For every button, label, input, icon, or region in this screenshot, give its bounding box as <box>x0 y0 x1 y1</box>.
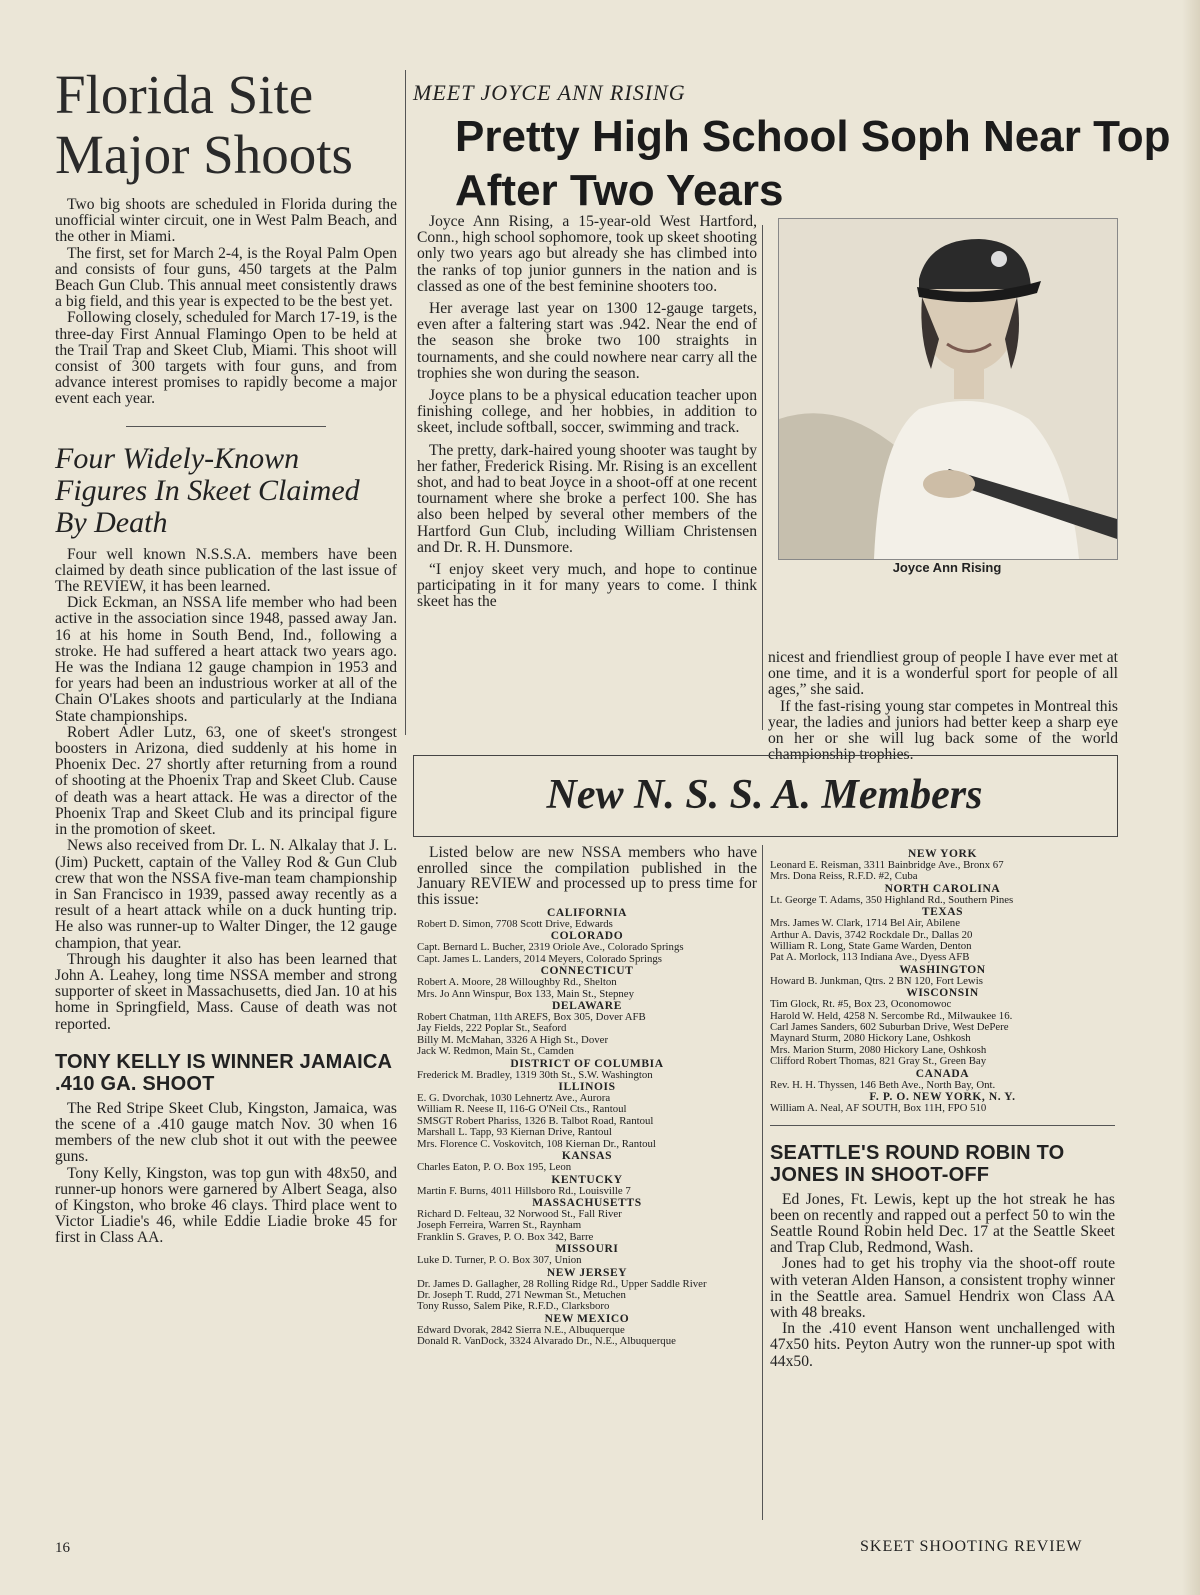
joyce-continued <box>768 650 1118 763</box>
state-heading: WASHINGTON <box>899 963 986 976</box>
members-column-2 <box>770 848 1115 1370</box>
page-number: 16 <box>55 1540 70 1556</box>
member-entry: Frederick M. Bradley, 1319 30th St., S.W. Washington <box>417 1068 653 1081</box>
death-paragraph: Four well known N.S.S.A. members have been claimed by death since publication of the last issue of The REVIEW, it has been learned. <box>55 545 397 596</box>
member-entry: Robert Chatman, 11th AREFS, Box 305, Dover AFB <box>417 1011 646 1024</box>
state-heading: NEW YORK <box>907 848 978 860</box>
joyce-paragraph: “I enjoy skeet very much, and hope to continue participating in it for many years to come. I think skeet has the <box>417 561 757 611</box>
state-heading: CONNECTICUT <box>540 965 634 978</box>
member-entry: Maynard Sturm, 2080 Hickory Lane, Oshkosh <box>770 1032 971 1045</box>
joyce-continued-paragraph: nicest and friendliest group of people I have ever met at one time, and it is a wonderful sport for people of all ages,” she said. <box>768 649 1118 699</box>
kelly-article <box>55 1101 397 1247</box>
joyce-paragraph: The pretty, dark-haired young shooter was taught by her father, Frederick Rising. Mr. Rising is an excellent shot, and had to beat Joyce in a shoot-off at one recent tournament where she broke a perfect 100. She has also been helped by several other members of the Hartford Gun Club, including William Christensen and Dr. R. H. Dunsmore. <box>417 441 757 556</box>
member-entry: Jack W. Redmon, Main St., Camden <box>417 1045 574 1058</box>
member-entry: Martin F. Burns, 4011 Hillsboro Rd., Louisville 7 <box>417 1184 631 1197</box>
seattle-paragraph: In the .410 event Hanson went unchallenged with 47x50 hits. Peyton Autry won the runner-up spot with 44x50. <box>770 1320 1115 1370</box>
member-entry: Arthur A. Davis, 3742 Rockdale Dr., Dallas 20 <box>770 928 973 941</box>
member-entry: Mrs. Jo Ann Winspur, Box 133, Main St., Stepney <box>417 987 634 1000</box>
member-entry: Edward Dvorak, 2842 Sierra N.E., Albuquerque <box>417 1323 625 1336</box>
member-entry: Franklin S. Graves, P. O. Box 342, Barre <box>417 1230 594 1243</box>
seattle-headline: SEATTLE'S ROUND ROBIN TO JONES IN SHOOT-OFF <box>770 1141 1065 1186</box>
member-entry: Billy M. McMahan, 3326 A High St., Dover <box>417 1033 609 1046</box>
member-entry: Mrs. Marion Sturm, 2080 Hickory Lane, Oshkosh <box>770 1043 987 1056</box>
member-entry: Richard D. Felteau, 32 Norwood St., Fall River <box>417 1207 622 1220</box>
state-heading: NORTH CAROLINA <box>884 882 1001 895</box>
state-heading: CALIFORNIA <box>546 907 628 919</box>
member-entry: Harold W. Held, 4258 N. Sercombe Rd., Milwaukee 16. <box>770 1009 1013 1022</box>
page-edge <box>1182 0 1200 1595</box>
left-column <box>55 65 397 1247</box>
kelly-paragraph: Tony Kelly, Kingston, was top gun with 48x50, and runner-up honors were garnered by Albert Seaga, also of Kingston, who broke 46 clays. Third place went to Victor Liadie's 46, while Eddie Liadie broke 45 for first in Class AA. <box>55 1164 397 1247</box>
joyce-article <box>417 214 757 611</box>
kelly-paragraph: The Red Stripe Skeet Club, Kingston, Jamaica, was the scene of a .410 gauge match Nov. 30 when 16 members of the new club shot it out with the peewee guns. <box>55 1099 397 1166</box>
publication-name: SKEET SHOOTING REVIEW <box>860 1538 1083 1555</box>
member-entry: Carl James Sanders, 602 Suburban Drive, West DePere <box>770 1021 1009 1034</box>
member-entry: Tony Russo, Salem Pike, R.F.D., Clarksboro <box>417 1300 610 1313</box>
state-heading: WISCONSIN <box>906 987 979 1000</box>
florida-article <box>55 197 397 408</box>
member-entry: E. G. Dvorchak, 1030 Lehnertz Ave., Aurora <box>417 1092 611 1105</box>
section-divider <box>126 426 326 427</box>
state-heading: KANSAS <box>561 1150 613 1163</box>
florida-paragraph: Following closely, scheduled for March 17-19, is the three-day First Annual Flamingo Open to be held at the Trail Trap and Skeet Club, Miami. This shoot will consist of 300 targets with four guns, and from advance interest promises to rapidly become a major event each year. <box>55 309 397 408</box>
member-entry: SMSGT Robert Phariss, 1326 B. Talbot Road, Rantoul <box>417 1114 654 1127</box>
state-heading: DISTRICT OF COLUMBIA <box>510 1057 664 1070</box>
member-entry: Dr. Joseph T. Rudd, 271 Newman St., Metuchen <box>417 1288 626 1301</box>
member-entry: Pat A. Morlock, 113 Indiana Ave., Dyess AFB <box>770 951 970 964</box>
joyce-portrait-image <box>779 219 1117 559</box>
florida-paragraph: The first, set for March 2-4, is the Royal Palm Open and consists of four guns, 450 targets at the Palm Beach Gun Club. This annual meet consistently draws a big field, and this year is expected to be the best yet. <box>55 244 397 311</box>
member-entry: Mrs. James W. Clark, 1714 Bel Air, Abilene <box>770 917 960 930</box>
seattle-paragraph: Jones had to get his trophy via the shoot-off route with veteran Alden Hanson, a consistent trophy winner in the Seattle area. Samuel Hendrix won Class AA with 48 breaks. <box>770 1255 1115 1321</box>
state-heading: ILLINOIS <box>558 1081 616 1094</box>
members-column-1 <box>417 845 757 1348</box>
joyce-paragraph: Joyce Ann Rising, a 15-year-old West Hartford, Conn., high school sophomore, took up skeet shooting only two years ago but already she has climbed into the ranks of top junior gunners in the nation and is classed as one of the best feminine shooters too. <box>417 213 757 295</box>
joyce-continued-paragraph: If the fast-rising young star competes in Montreal this year, the ladies and juniors had better keep a sharp eye on her or she will lug back some of the world championship trophies. <box>768 697 1118 764</box>
section-divider <box>770 1125 1115 1126</box>
death-paragraph: Robert Adler Lutz, 63, one of skeet's strongest boosters in Arizona, died suddenly at his home in Phoenix Dec. 27 shortly after returning from a round of shooting at the Phoenix Trap and Skeet Club. Cause of death was a heart attack. He was a director of the Phoenix Trap and Skeet Club and its principal figure in the promotion of skeet. <box>55 723 397 839</box>
death-headline: Four Widely-Known Figures In Skeet Claimed By Death <box>55 441 360 539</box>
death-paragraph: News also received from Dr. L. N. Alkalay that J. L. (Jim) Puckett, captain of the Valley Rod & Gun Club crew that won the NSSA five-man team championship in San Francisco in 1939, passed away recently as a result of a heart attack while on a duck hunting trip. He also was runner-up to Walter Dinger, the 12 gauge champion, that year. <box>55 837 397 952</box>
member-entry: Donald R. VanDock, 3324 Alvarado Dr., N.E., Albuquerque <box>417 1335 676 1348</box>
joyce-photo <box>778 218 1118 560</box>
photo-caption: Joyce Ann Rising <box>892 560 1002 575</box>
joyce-paragraph: Joyce plans to be a physical education teacher upon finishing college, and her hobbies, in addition to skeet, include softball, soccer, swimming and track. <box>417 387 757 437</box>
member-entry: Mrs. Dona Reiss, R.F.D. #2, Cuba <box>770 870 918 883</box>
joyce-headline: Pretty High School Soph Near Top After Two Years <box>455 112 1171 215</box>
state-heading: COLORADO <box>550 930 624 943</box>
members-intro: Listed below are new NSSA members who have enrolled since the compilation published in the January REVIEW and processed up to press time for this issue: <box>417 844 757 908</box>
joyce-kicker: MEET JOYCE ANN RISING <box>413 80 686 105</box>
member-entry: William R. Long, State Game Warden, Denton <box>770 940 972 953</box>
member-entry: Tim Glock, Rt. #5, Box 23, Oconomowoc <box>770 998 952 1011</box>
member-entry: Marshall L. Tapp, 93 Kiernan Drive, Rantoul <box>417 1126 612 1139</box>
seattle-article <box>770 1192 1115 1370</box>
kelly-headline: TONY KELLY IS WINNER JAMAICA .410 GA. SHOOT <box>55 1050 392 1095</box>
member-entry: Capt. James L. Landers, 2014 Meyers, Colorado Springs <box>417 952 662 965</box>
member-entry: Mrs. Florence C. Voskovitch, 108 Kiernan Dr., Rantoul <box>417 1137 656 1150</box>
member-entry: Robert D. Simon, 7708 Scott Drive, Edwards <box>417 918 613 930</box>
state-heading: MASSACHUSETTS <box>532 1196 642 1209</box>
state-heading: DELAWARE <box>552 1000 622 1013</box>
state-heading: TEXAS <box>921 906 964 919</box>
seattle-paragraph: Ed Jones, Ft. Lewis, kept up the hot streak he has been on recently and rapped out a perfect 50 to win the Seattle Round Robin held Dec. 17 at the Seattle Skeet and Trap Club, Redmond, Wash. <box>770 1190 1115 1257</box>
state-heading: KENTUCKY <box>551 1173 623 1186</box>
member-entry: Capt. Bernard L. Bucher, 2319 Oriole Ave., Colorado Springs <box>417 941 684 954</box>
member-entry: Charles Eaton, P. O. Box 195, Leon <box>417 1161 572 1174</box>
member-entry: Luke D. Turner, P. O. Box 307, Union <box>417 1254 582 1267</box>
member-entry: Clifford Robert Thomas, 821 Gray St., Green Bay <box>770 1055 987 1068</box>
death-article <box>55 547 397 1033</box>
death-paragraph: Through his daughter it also has been learned that John A. Leahey, long time NSSA member and strong supporter of skeet in Massachusetts, died Jan. 10 at his home in Springfield, Mass. Cause of death was not reported. <box>55 950 397 1033</box>
column-rule <box>405 70 406 735</box>
member-entry: William R. Neese II, 116-G O'Neil Cts., Rantoul <box>417 1103 627 1116</box>
florida-paragraph: Two big shoots are scheduled in Florida during the unofficial winter circuit, one in West Palm Beach, and the other in Miami. <box>55 196 397 246</box>
state-heading: NEW MEXICO <box>544 1312 630 1325</box>
state-heading: MISSOURI <box>555 1243 619 1256</box>
member-entry: Lt. George T. Adams, 350 Highland Rd., Southern Pines <box>770 893 1014 906</box>
member-entry: Dr. James D. Gallagher, 28 Rolling Ridge Rd., Upper Saddle River <box>417 1277 707 1290</box>
member-entry: William A. Neal, AF SOUTH, Box 11H, FPO 510 <box>770 1102 987 1115</box>
members-list-1 <box>417 907 757 1348</box>
member-entry: Jay Fields, 222 Poplar St., Seaford <box>417 1022 567 1035</box>
joyce-paragraph: Her average last year on 1300 12-gauge targets, even after a faltering start was .942. Near the end of the season she broke two 100 straights in tournaments, and she could nowhere near carry all the trophies she won during the season. <box>417 300 757 382</box>
death-paragraph: Dick Eckman, an NSSA life member who had been active in the association since 1948, passed away Jan. 16 at his home in South Bend, Ind., following a stroke. He had suffered a heart attack two years ago. He was the Indiana 12 gauge champion in 1953 and for years had been an industrious worker at all of the Chain O'Lakes shoots and particularly at the Indiana State championships. <box>55 594 397 725</box>
state-heading: CANADA <box>915 1067 970 1080</box>
member-entry: Joseph Ferreira, Warren St., Raynham <box>417 1219 582 1232</box>
column-rule <box>762 225 763 730</box>
member-entry: Robert A. Moore, 28 Willoughby Rd., Shelton <box>417 976 617 989</box>
member-entry: Rev. H. H. Thyssen, 146 Beth Ave., North Bay, Ont. <box>770 1078 996 1091</box>
florida-headline: Florida Site Major Shoots <box>55 64 353 185</box>
state-heading: F. P. O. NEW YORK, N. Y. <box>869 1091 1016 1104</box>
members-headline: New N. S. S. A. Members <box>546 772 983 818</box>
column-rule <box>762 845 763 1520</box>
member-entry: Howard B. Junkman, Qtrs. 2 BN 120, Fort Lewis <box>770 974 983 987</box>
member-entry: Leonard E. Reisman, 3311 Bainbridge Ave., Bronx 67 <box>770 859 1004 871</box>
members-list-2 <box>770 848 1115 1115</box>
state-heading: NEW JERSEY <box>546 1266 628 1279</box>
